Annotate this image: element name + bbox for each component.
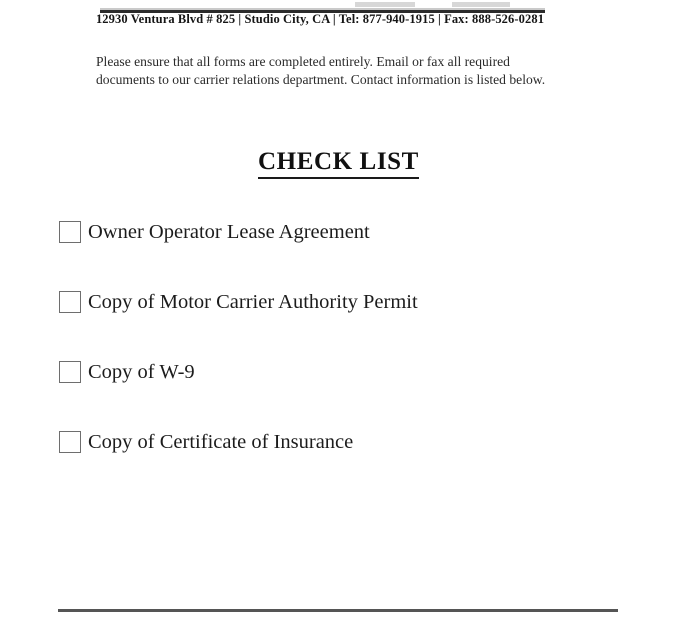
checklist-item-label: Owner Operator Lease Agreement	[88, 221, 370, 243]
checklist-item-label: Copy of Certificate of Insurance	[88, 431, 354, 453]
checklist-item[interactable]	[58, 214, 618, 284]
page-title-text: CHECK LIST	[258, 148, 419, 179]
checklist-item[interactable]	[58, 284, 618, 354]
checklist-item-label: Copy of W-9	[88, 361, 195, 383]
checklist	[58, 214, 618, 494]
company-address-line: 12930 Ventura Blvd # 825 | Studio City, CA | Tel: 877-940-1915 | Fax: 888-526-0281	[95, 12, 545, 26]
checkbox-icon[interactable]	[59, 431, 81, 453]
checklist-item[interactable]	[58, 354, 618, 424]
checkbox-icon[interactable]	[59, 291, 81, 313]
page-title	[0, 148, 677, 179]
checklist-item-label: Copy of Motor Carrier Authority Permit	[88, 291, 418, 313]
checkbox-icon[interactable]	[59, 221, 81, 243]
instructions-paragraph: Please ensure that all forms are completed entirely. Email or fax all required documents to our carrier relations department. Contact information is listed below.	[96, 54, 546, 87]
checkbox-icon[interactable]	[59, 361, 81, 383]
scan-artifact-icon	[355, 2, 415, 7]
scan-artifact-icon	[452, 2, 510, 7]
checklist-item[interactable]	[58, 424, 618, 494]
footer-divider	[58, 609, 618, 612]
